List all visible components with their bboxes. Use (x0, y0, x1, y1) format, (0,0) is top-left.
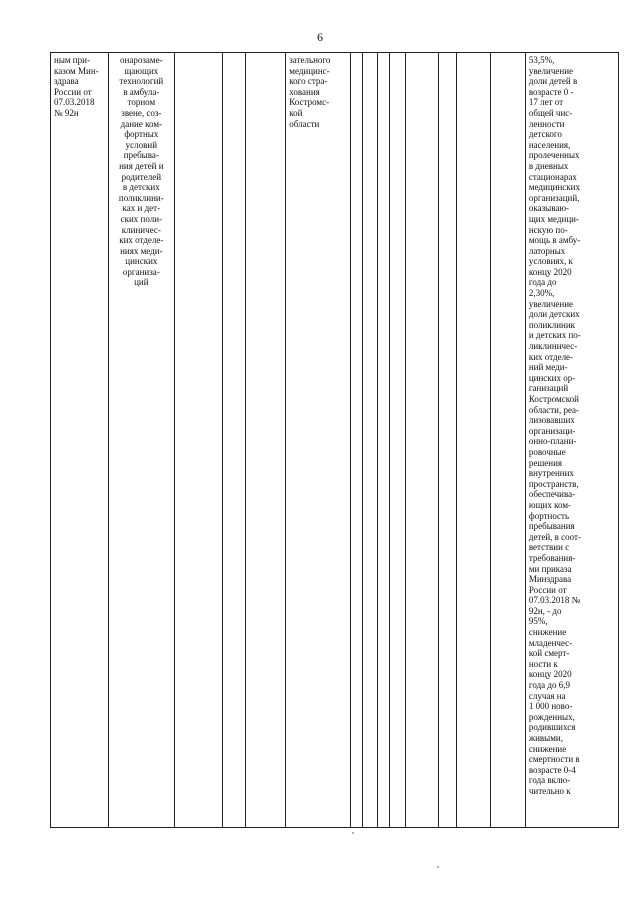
table-cell-8 (362, 53, 377, 828)
table-cell-14 (490, 53, 525, 828)
table-cell-10 (390, 53, 405, 828)
cell-text-1: ным при- казом Мин- здрава России от 07.03.2018 № 92н (54, 55, 99, 118)
table-cell-11 (405, 53, 439, 828)
cell-text-2: онарозаме- щающих технологий в амбула- торном звене, соз- дание ком- фортных условий пребыва- ния детей и родителей в детских поликлини- ках и дет- ских поли- клиничес- ких отделе- ниях меди- цинских организа- ций (118, 55, 164, 288)
cell-text-15: 53,5%, увеличение доли детей в возрасте 0 - 17 лет от общей чис- ленности детского населения, пролеченных в дневных стационарах медицинских организаций, оказываю- щих медици- нскую по- мощь в амбу- латорных условиях, к концу 2020 года до 2,30%, увеличение доли детских поликлиник и детских по- ликлиничес- ких отделе- ний меди- цинских ор- ганизаций Костромской области, реа- лизовавших организаци- онно-плани- ровочные решения внутренних пространств, обеспечива- ющих ком- фортность пребывания детей, в соот- ветствии с требования- ми приказа Минздрава России от 07.03.2018 № 92н, - до 95%, снижение младенчес- кой смерт- ности к концу 2020 года до 6,9 случая на 1 000 ново- рожденных, родившихся живыми, снижение смертности в возрасте 0-4 года вклю- чительно к (528, 55, 581, 796)
table-cell-1 (51, 53, 109, 828)
table-row (51, 53, 619, 828)
table-cell-4 (222, 53, 245, 828)
page-number: 6 (317, 30, 323, 44)
scan-speck (437, 866, 439, 868)
scan-speck (352, 832, 354, 834)
table-cell-12 (439, 53, 457, 828)
document-table (50, 52, 619, 828)
table-cell-3 (174, 53, 222, 828)
table-cell-13 (456, 53, 490, 828)
table-cell-7 (350, 53, 362, 828)
table-cell-5 (245, 53, 285, 828)
table-cell-6 (286, 53, 351, 828)
cell-text-6: зательного медицинс- кого стра- хования Костромс- кой области (289, 55, 331, 129)
table-cell-9 (378, 53, 390, 828)
table-cell-15 (525, 53, 618, 828)
table-cell-2 (109, 53, 175, 828)
